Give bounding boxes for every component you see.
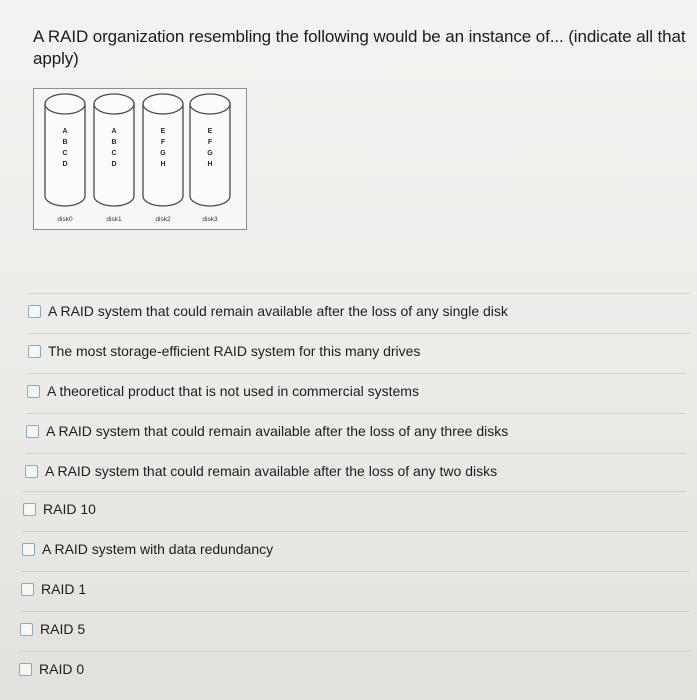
answer-option[interactable] [27,373,687,408]
answer-option[interactable] [19,651,691,686]
answer-checkbox[interactable] [28,345,41,358]
answer-checkbox[interactable] [25,465,38,478]
disk-block-label: B [62,139,68,146]
answer-option-label: A RAID system that could remain available after the loss of any two disks [45,463,498,479]
answer-checkbox[interactable] [26,425,39,438]
disk-block-label: E [207,128,213,135]
disk-block-label: D [111,161,117,168]
disk-block-label: A [62,128,68,135]
disk-block-label: F [160,139,166,146]
disk-label: disk2 [155,216,171,223]
answer-option-label: RAID 5 [40,621,86,637]
answer-option-label: The most storage-efficient RAID system for this many drives [48,343,421,359]
disk-label: disk3 [202,216,218,223]
answer-option-label: A theoretical product that is not used in commercial systems [47,383,419,399]
disk-block-label: H [207,161,213,168]
disk-label: disk1 [106,216,122,223]
answer-checkbox[interactable] [23,503,36,516]
disk-block-label: A [111,128,117,135]
answer-option[interactable] [23,491,687,526]
disk-block-label: D [62,161,68,168]
answer-option-label: RAID 10 [43,501,96,517]
answer-option-label: RAID 0 [39,661,85,677]
answer-option[interactable] [20,611,690,646]
disk-block-label: B [111,139,117,146]
answer-option[interactable] [22,531,688,566]
answer-option[interactable] [26,413,686,448]
answer-option[interactable] [21,571,689,606]
answer-option[interactable] [25,453,687,488]
answer-option-label: A RAID system that could remain available after the loss of any three disks [46,423,509,439]
answer-checkbox[interactable] [19,663,32,676]
disk-label: disk0 [57,216,73,223]
disk-block-label: G [207,150,213,157]
disk-block-label: C [111,150,117,157]
answer-checkbox[interactable] [22,543,35,556]
answer-option[interactable] [28,333,690,368]
answer-checkbox[interactable] [20,623,33,636]
disk-block-label: F [207,139,213,146]
answer-checkbox[interactable] [27,385,40,398]
disk-block-label: E [160,128,166,135]
disk-block-label: G [160,150,166,157]
answer-checkbox[interactable] [21,583,34,596]
answer-checkbox[interactable] [28,305,41,318]
disk-block-label: H [160,161,166,168]
disk-block-label: C [62,150,68,157]
answer-option[interactable] [28,293,690,328]
answer-option-label: A RAID system with data redundancy [42,541,274,557]
question-text: A RAID organization resembling the following would be an instance of... (indicate all that apply) [33,27,686,68]
answer-option-label: RAID 1 [41,581,87,597]
answer-option-label: A RAID system that could remain available after the loss of any single disk [48,303,508,319]
